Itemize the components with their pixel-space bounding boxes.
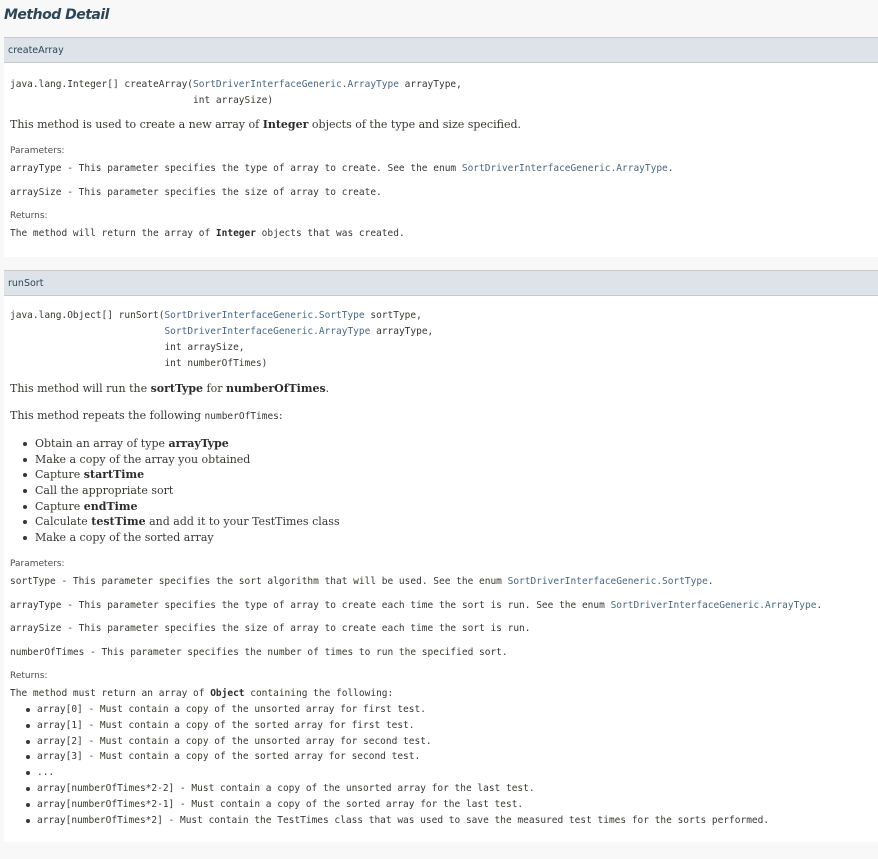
list-item: Capture startTime: [4, 467, 340, 483]
param-arrayType: arrayType - This parameter specifies the type of array to create each time the sort is run. See the enum SortDriverInterfaceGeneric.ArrayType.: [10, 600, 823, 611]
method-description: This method will run the sortType for numberOfTimes.: [10, 382, 330, 395]
section-title: Method Detail: [4, 7, 109, 23]
list-item: array[0] - Must contain a copy of the unsorted array for first test.: [4, 702, 769, 718]
method-header-createArray: createArray: [4, 37, 878, 63]
arraytype-link[interactable]: SortDriverInterfaceGeneric.ArrayType: [164, 326, 371, 337]
param-sortType: sortType - This parameter specifies the sort algorithm that will be used. See the enum SortDriverInterfaceGeneric.SortType.: [10, 576, 714, 587]
parameters-label: Parameters:: [10, 559, 65, 569]
list-item: Call the appropriate sort: [4, 483, 340, 499]
list-item: array[1] - Must contain a copy of the sorted array for first test.: [4, 718, 769, 734]
list-item: Calculate testTime and add it to your TestTimes class: [4, 514, 340, 530]
sorttype-link[interactable]: SortDriverInterfaceGeneric.SortType: [164, 310, 365, 321]
method-description-2: This method repeats the following numberOfTimes:: [10, 409, 283, 422]
arraytype-enum-link[interactable]: SortDriverInterfaceGeneric.ArrayType: [461, 163, 668, 174]
method-signature-createArray: java.lang.Integer[] createArray(SortDriverInterfaceGeneric.ArrayType arrayType, int arraySize): [10, 79, 462, 106]
param-numberOfTimes: numberOfTimes - This parameter specifies the number of times to run the specified sort.: [10, 647, 508, 658]
method-block-createArray: [4, 37, 878, 257]
list-item: array[numberOfTimes*2-2] - Must contain a copy of the unsorted array for the last test.: [4, 781, 769, 797]
list-item: array[numberOfTimes*2-1] - Must contain a copy of the sorted array for the last test.: [4, 797, 769, 813]
method-description: This method is used to create a new array of Integer objects of the type and size specified.: [10, 118, 521, 131]
list-item: Make a copy of the sorted array: [4, 530, 340, 546]
returns-list: [4, 702, 769, 828]
parameters-label: Parameters:: [10, 146, 65, 156]
list-item: Capture endTime: [4, 499, 340, 515]
steps-list: [4, 436, 340, 546]
arraytype-link[interactable]: SortDriverInterfaceGeneric.ArrayType: [193, 79, 399, 90]
list-item: array[2] - Must contain a copy of the unsorted array for second test.: [4, 734, 769, 750]
returns-text: The method will return the array of Integer objects that was created.: [10, 228, 405, 239]
method-block-runSort: [4, 270, 878, 842]
method-header-runSort: runSort: [4, 270, 878, 296]
list-item: Obtain an array of type arrayType: [4, 436, 340, 452]
method-signature-runSort: java.lang.Object[] runSort(SortDriverInterfaceGeneric.SortType sortType, SortDriverInterfaceGeneric.ArrayType arrayType, int arraySize, int numberOfTimes): [10, 310, 434, 369]
arraytype-enum-link[interactable]: SortDriverInterfaceGeneric.ArrayType: [610, 600, 817, 611]
param-arrayType: arrayType - This parameter specifies the type of array to create. See the enum SortDriverInterfaceGeneric.ArrayType.: [10, 163, 674, 174]
returns-text: The method must return an array of Object containing the following:: [10, 688, 394, 699]
returns-label: Returns:: [10, 671, 48, 681]
returns-label: Returns:: [10, 211, 48, 221]
param-arraySize: arraySize - This parameter specifies the size of array to create each time the sort is run.: [10, 623, 531, 634]
list-item: array[numberOfTimes*2] - Must contain the TestTimes class that was used to save the measured test times for the sorts performed.: [4, 813, 769, 829]
list-item: ...: [4, 765, 769, 781]
list-item: Make a copy of the array you obtained: [4, 452, 340, 468]
sorttype-enum-link[interactable]: SortDriverInterfaceGeneric.SortType: [507, 576, 708, 587]
param-arraySize: arraySize - This parameter specifies the size of array to create.: [10, 187, 382, 198]
list-item: array[3] - Must contain a copy of the sorted array for second test.: [4, 749, 769, 765]
